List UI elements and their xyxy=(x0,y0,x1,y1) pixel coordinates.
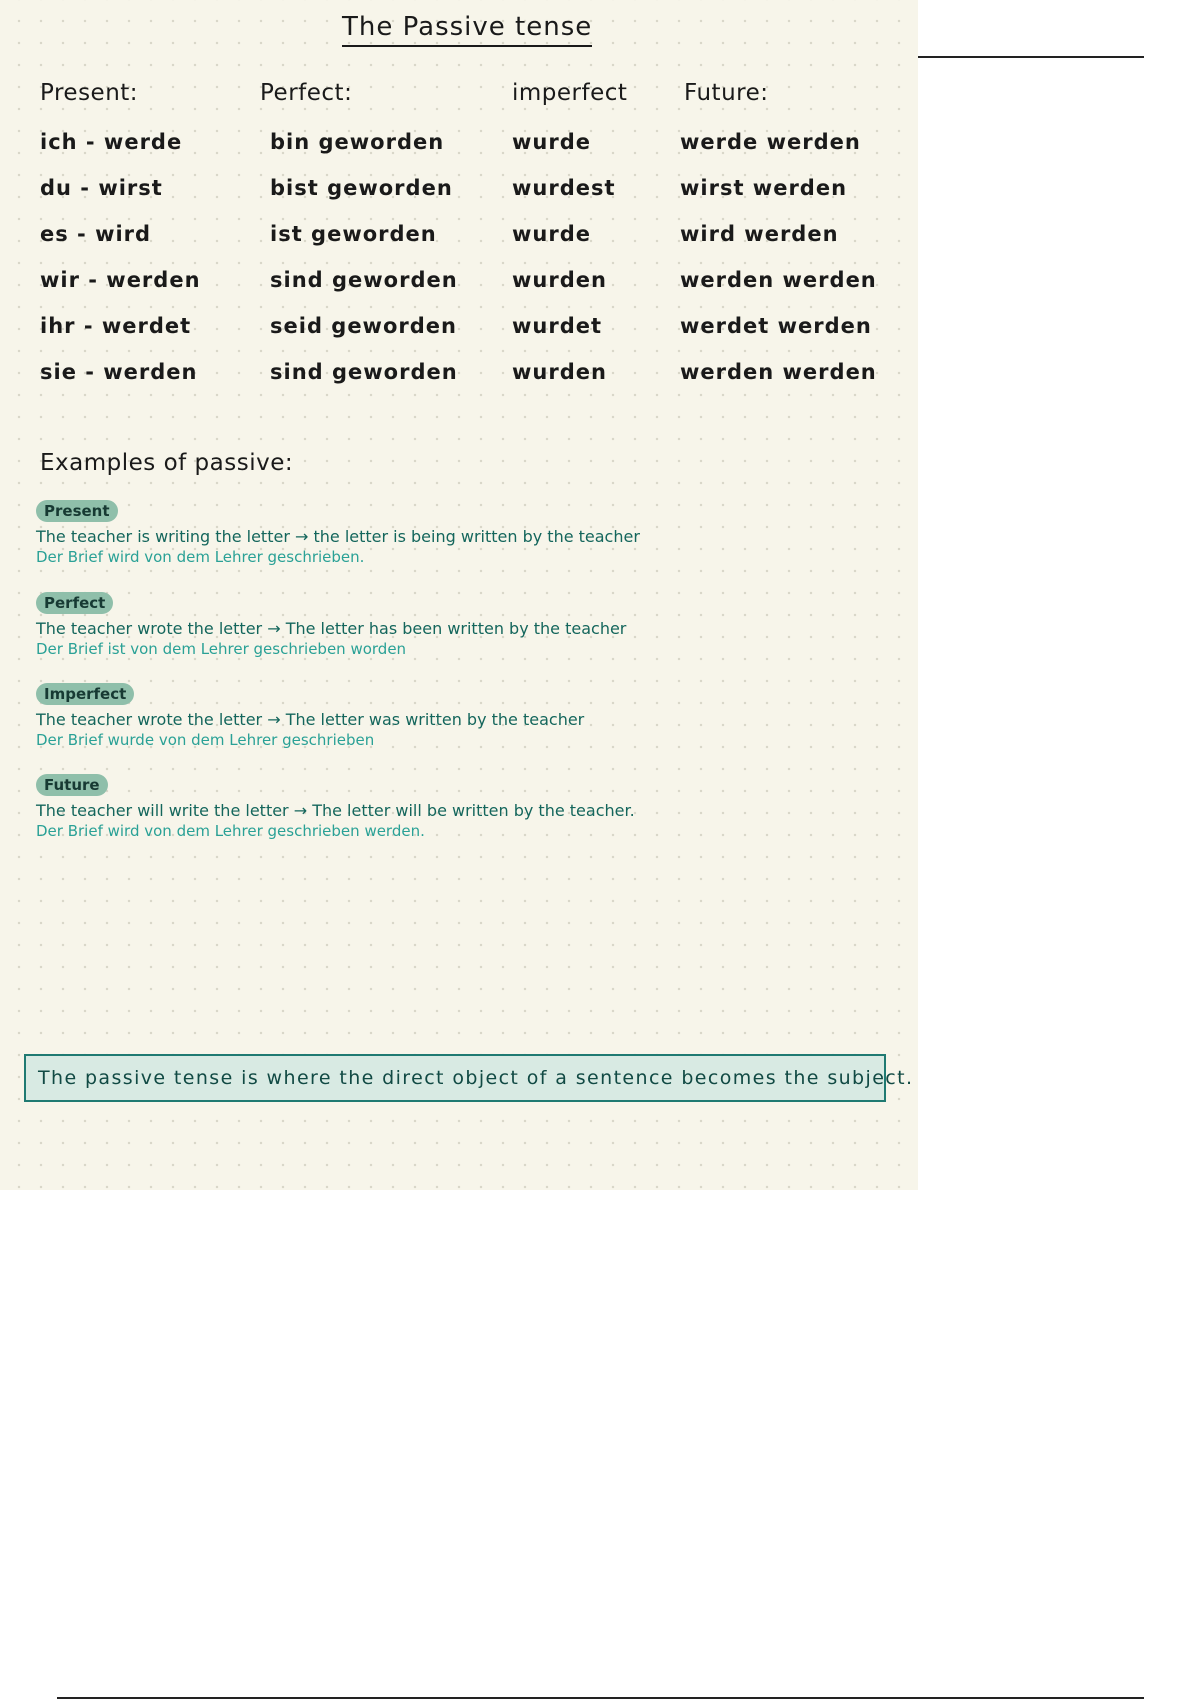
conjugation-cell: sind geworden xyxy=(270,360,458,384)
conjugation-cell: wurde xyxy=(512,130,591,154)
example-german: Der Brief wurde von dem Lehrer geschrieben xyxy=(36,731,375,749)
definition-text: The passive tense is where the direct object of a sentence becomes the subject. xyxy=(38,1067,914,1089)
column-header-perfect: Perfect: xyxy=(260,80,353,106)
conjugation-cell: ich - werde xyxy=(40,130,183,154)
conjugation-table xyxy=(40,80,880,400)
conjugation-cell: wurden xyxy=(512,360,607,384)
conjugation-cell: bin geworden xyxy=(270,130,445,154)
divider-line xyxy=(918,56,1144,58)
divider-line xyxy=(57,1697,1144,1699)
conjugation-cell: sie - werden xyxy=(40,360,198,384)
example-english: The teacher wrote the letter → The letter has been written by the teacher xyxy=(36,619,627,638)
tense-badge: Imperfect xyxy=(36,683,134,705)
example-german: Der Brief wird von dem Lehrer geschrieben werden. xyxy=(36,822,425,840)
conjugation-cell: wird werden xyxy=(680,222,839,246)
conjugation-cell: werden werden xyxy=(680,268,877,292)
example-german: Der Brief wird von dem Lehrer geschrieben. xyxy=(36,548,365,566)
conjugation-cell: wurde xyxy=(512,222,591,246)
column-header-future: Future: xyxy=(684,80,769,106)
conjugation-cell: es - wird xyxy=(40,222,152,246)
conjugation-cell: wurden xyxy=(512,268,607,292)
example-english: The teacher wrote the letter → The letter was written by the teacher xyxy=(36,710,585,729)
conjugation-cell: du - wirst xyxy=(40,176,163,200)
conjugation-cell: sind geworden xyxy=(270,268,458,292)
example-present xyxy=(36,500,796,566)
column-header-imperfect: imperfect xyxy=(512,80,628,106)
conjugation-cell: werden werden xyxy=(680,360,877,384)
tense-badge: Perfect xyxy=(36,592,113,614)
conjugation-cell: werdet werden xyxy=(680,314,872,338)
example-english: The teacher will write the letter → The letter will be written by the teacher. xyxy=(36,801,635,820)
definition-box xyxy=(24,1054,914,1102)
conjugation-cell: ist geworden xyxy=(270,222,437,246)
column-header-present: Present: xyxy=(40,80,139,106)
tense-badge: Present xyxy=(36,500,118,522)
example-english: The teacher is writing the letter → the letter is being written by the teacher xyxy=(36,527,640,546)
example-perfect xyxy=(36,592,796,658)
example-future xyxy=(36,774,796,840)
conjugation-cell: bist geworden xyxy=(270,176,453,200)
tense-badge: Future xyxy=(36,774,108,796)
conjugation-cell: werde werden xyxy=(680,130,861,154)
page-title: The Passive tense xyxy=(342,12,592,47)
conjugation-cell: ihr - werdet xyxy=(40,314,192,338)
example-imperfect xyxy=(36,683,796,749)
conjugation-cell: wir - werden xyxy=(40,268,201,292)
conjugation-cell: wurdest xyxy=(512,176,616,200)
conjugation-cell: seid geworden xyxy=(270,314,457,338)
conjugation-cell: wirst werden xyxy=(680,176,848,200)
conjugation-cell: wurdet xyxy=(512,314,603,338)
examples-heading: Examples of passive: xyxy=(40,450,294,476)
example-german: Der Brief ist von dem Lehrer geschrieben worden xyxy=(36,640,407,658)
